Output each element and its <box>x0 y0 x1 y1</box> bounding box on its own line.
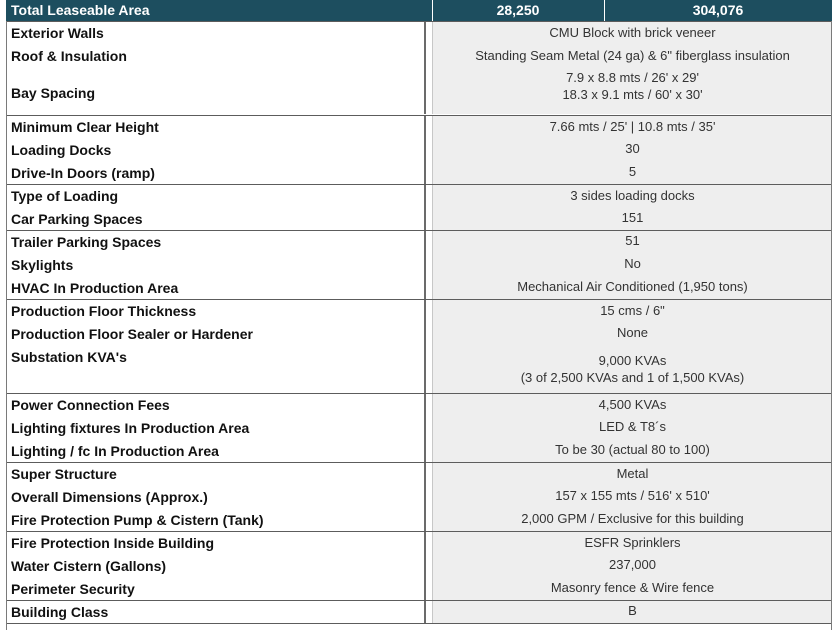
row-label-cell <box>6 485 426 508</box>
row-label: Type of Loading <box>11 188 119 204</box>
row-label: Lighting fixtures In Production Area <box>11 420 250 436</box>
row-label: Super Structure <box>11 466 117 482</box>
row-label: HVAC In Production Area <box>11 280 179 296</box>
row-value-cell <box>432 345 832 393</box>
row-value: 151 <box>621 210 644 225</box>
row-group-divider <box>6 600 832 601</box>
table-row <box>6 322 832 345</box>
table-row <box>6 532 832 554</box>
row-label: Drive-In Doors (ramp) <box>11 165 155 181</box>
row-value: 9,000 KVAs <box>598 353 667 368</box>
row-label-cell <box>6 322 426 345</box>
row-label-cell <box>6 554 426 577</box>
table-row <box>6 116 832 138</box>
row-value-cell <box>432 67 832 114</box>
row-value-cell <box>432 485 832 508</box>
row-value: 3 sides loading docks <box>570 188 695 203</box>
row-group-divider <box>6 299 832 300</box>
row-label-cell <box>6 508 426 531</box>
table-row <box>6 231 832 253</box>
table-row <box>6 508 832 531</box>
row-value-cell <box>432 508 832 531</box>
row-value: 15 cms / 6" <box>600 303 665 318</box>
table-row <box>6 185 832 207</box>
row-label-cell <box>6 185 426 207</box>
row-label-cell <box>6 116 426 138</box>
row-value-cell <box>432 138 832 161</box>
row-value-cell <box>432 253 832 276</box>
row-value: 18.3 x 9.1 mts / 60' x 30' <box>562 87 703 102</box>
row-label-cell <box>6 67 426 114</box>
table-row <box>6 439 832 462</box>
row-label: Fire Protection Inside Building <box>11 535 215 551</box>
row-label-cell <box>6 161 426 184</box>
row-label-cell <box>6 345 426 393</box>
row-value-cell <box>432 394 832 416</box>
table-left-border <box>6 21 7 630</box>
row-value: 7.9 x 8.8 mts / 26' x 29' <box>566 70 699 85</box>
row-value-cell <box>432 554 832 577</box>
row-value: 51 <box>625 233 640 248</box>
table-row <box>6 554 832 577</box>
row-group-divider <box>6 230 832 231</box>
table-row <box>6 463 832 485</box>
row-label: Perimeter Security <box>11 581 135 597</box>
table-row <box>6 161 832 184</box>
row-value: 157 x 155 mts / 516' x 510' <box>555 488 710 503</box>
row-value-cell <box>432 185 832 207</box>
row-label-cell <box>6 276 426 299</box>
row-value-cell <box>432 322 832 345</box>
table-row <box>6 44 832 67</box>
row-value: 237,000 <box>609 557 656 572</box>
row-value: ESFR Sprinklers <box>584 535 681 550</box>
row-label: Loading Docks <box>11 142 112 158</box>
header-value-1: 28,250 <box>496 2 540 18</box>
row-value: Masonry fence & Wire fence <box>550 580 715 595</box>
row-value-cell <box>432 601 832 623</box>
row-value-cell <box>432 439 832 462</box>
table-row <box>6 207 832 230</box>
row-label-cell <box>6 601 426 623</box>
row-group-divider <box>6 531 832 532</box>
row-value: 7.66 mts / 25' | 10.8 mts / 35' <box>549 119 716 134</box>
row-value: To be 30 (actual 80 to 100) <box>555 442 710 457</box>
row-label: Power Connection Fees <box>11 397 170 413</box>
row-label: Minimum Clear Height <box>11 119 159 135</box>
row-value: No <box>624 256 641 271</box>
row-value: Mechanical Air Conditioned (1,950 tons) <box>517 279 748 294</box>
row-value: None <box>616 325 649 340</box>
row-label-cell <box>6 463 426 485</box>
row-value: LED & T8´s <box>599 419 666 434</box>
row-label-cell <box>6 439 426 462</box>
row-label: Substation KVA's <box>11 349 127 365</box>
row-label-cell <box>6 207 426 230</box>
table-row <box>6 276 832 299</box>
row-value-cell <box>432 44 832 67</box>
table-row <box>6 394 832 416</box>
table-row <box>6 485 832 508</box>
header-value-2: 304,076 <box>692 2 744 18</box>
table-row <box>6 22 832 44</box>
row-label-cell <box>6 231 426 253</box>
table-row <box>6 300 832 322</box>
row-group-divider <box>6 393 832 394</box>
row-label: Roof & Insulation <box>11 48 127 64</box>
row-label: Trailer Parking Spaces <box>11 234 162 250</box>
row-label-cell <box>6 532 426 554</box>
row-label: Skylights <box>11 257 74 273</box>
row-value: Metal <box>616 466 649 481</box>
row-value-cell <box>432 577 832 600</box>
header-label: Total Leaseable Area <box>11 2 150 18</box>
row-group-divider <box>6 21 832 22</box>
row-label-cell <box>6 577 426 600</box>
table-row <box>6 138 832 161</box>
row-label: Exterior Walls <box>11 25 104 41</box>
table-row <box>6 253 832 276</box>
table-header-row <box>6 0 832 22</box>
row-group-divider <box>6 462 832 463</box>
table-row <box>6 67 832 114</box>
row-value: (3 of 2,500 KVAs and 1 of 1,500 KVAs) <box>520 370 745 385</box>
row-label-cell <box>6 44 426 67</box>
table-row <box>6 416 832 439</box>
table-row <box>6 577 832 600</box>
row-value-cell <box>432 231 832 253</box>
row-value: 2,000 GPM / Exclusive for this building <box>521 511 744 526</box>
row-value: Standing Seam Metal (24 ga) & 6" fiberglass insulation <box>475 48 790 63</box>
row-label: Overall Dimensions (Approx.) <box>11 489 208 505</box>
row-group-divider <box>6 184 832 185</box>
row-label: Water Cistern (Gallons) <box>11 558 167 574</box>
row-label: Production Floor Thickness <box>11 303 197 319</box>
row-label: Production Floor Sealer or Hardener <box>11 326 253 342</box>
table-right-border <box>831 21 832 630</box>
row-value: CMU Block with brick veneer <box>549 25 716 40</box>
row-group-divider <box>6 115 832 116</box>
row-value-cell <box>432 116 832 138</box>
row-label-cell <box>6 138 426 161</box>
row-label: Fire Protection Pump & Cistern (Tank) <box>11 512 264 528</box>
row-value-cell <box>432 207 832 230</box>
row-value-cell <box>432 463 832 485</box>
row-value-cell <box>432 532 832 554</box>
row-label-cell <box>6 300 426 322</box>
row-label: Lighting / fc In Production Area <box>11 443 219 459</box>
row-value: B <box>628 603 637 618</box>
row-value-cell <box>432 161 832 184</box>
row-value-cell <box>432 22 832 44</box>
table-row <box>6 345 832 393</box>
row-group-divider <box>6 623 832 624</box>
row-value-cell <box>432 276 832 299</box>
row-value-cell <box>432 416 832 439</box>
row-value: 5 <box>628 164 637 179</box>
row-label: Building Class <box>11 604 109 620</box>
row-label-cell <box>6 22 426 44</box>
row-label: Bay Spacing <box>11 85 96 101</box>
row-value-cell <box>432 300 832 322</box>
row-label: Car Parking Spaces <box>11 211 143 227</box>
row-value: 30 <box>625 141 640 156</box>
row-value: 4,500 KVAs <box>598 397 667 412</box>
row-label-cell <box>6 394 426 416</box>
row-label-cell <box>6 253 426 276</box>
row-label-cell <box>6 416 426 439</box>
table-row <box>6 601 832 623</box>
